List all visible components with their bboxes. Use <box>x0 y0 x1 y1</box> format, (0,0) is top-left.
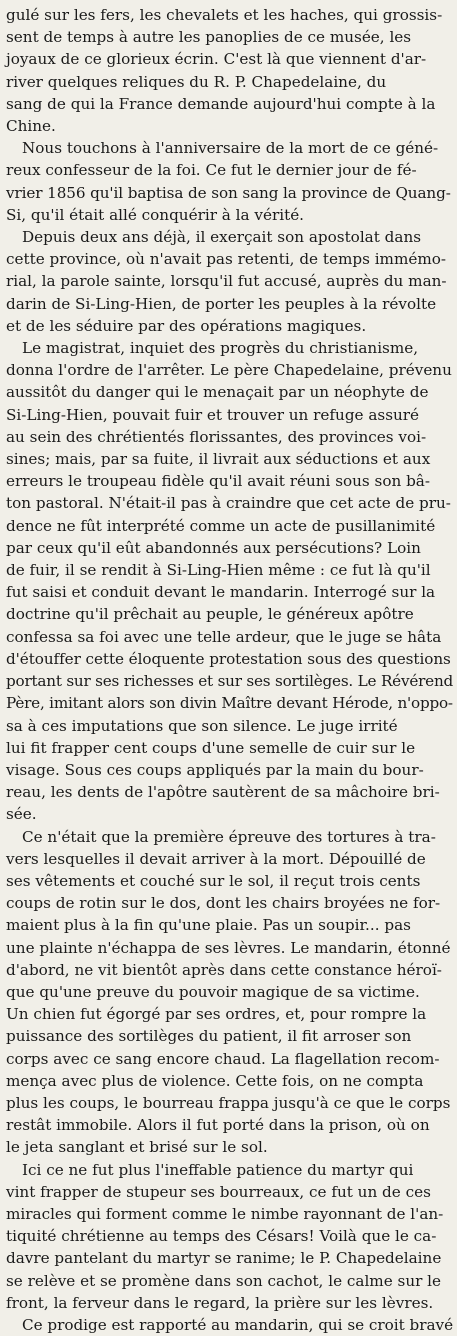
text-line: ton pastoral. N'était-il pas à craindre que cet acte de pru- <box>6 494 451 513</box>
text-line: maient plus à la fin qu'une plaie. Pas un soupir... pas <box>6 916 411 935</box>
text-line: se relève et se promène dans son cachot, le calme sur le <box>6 1271 442 1290</box>
text-line: coups de rotin sur le dos, dont les chairs broyées ne for- <box>6 894 441 913</box>
text-line: rial, la parole sainte, lorsqu'il fut accusé, auprès du man- <box>6 272 447 291</box>
text-line: corps avec ce sang encore chaud. La flagellation recom- <box>6 1049 440 1068</box>
text-line: Ce n'était que la première épreuve des tortures à tra- <box>22 827 436 846</box>
text-line: ses vêtements et couché sur le sol, il reçut trois cents <box>6 871 421 890</box>
text-line: vers lesquelles il devait arriver à la mort. Dépouillé de <box>6 849 426 868</box>
text-line: sée. <box>6 805 37 824</box>
text-line: Le magistrat, inquiet des progrès du christianisme, <box>22 339 419 358</box>
text-line: Père, imitant alors son divin Maître devant Hérode, n'oppo- <box>6 694 453 713</box>
paragraph-6 <box>6 1159 453 1314</box>
text-line: Si, qu'il était allé conquérir à la vérité. <box>6 205 305 224</box>
text-line: miracles qui forment comme le nimbe rayonnant de l'an- <box>6 1204 444 1223</box>
text-line: vint frapper de stupeur ses bourreaux, ce fut un de ces <box>6 1182 431 1201</box>
text-line: aussitôt du danger qui le menaçait par un néophyte de <box>6 383 429 402</box>
text-line: Depuis deux ans déjà, il exerçait son apostolat dans <box>22 228 422 247</box>
text-line: gulé sur les fers, les chevalets et les haches, qui grossis- <box>6 6 443 24</box>
text-line: sa à ces imputations que son silence. Le juge irrité <box>6 716 398 735</box>
text-line: donna l'ordre de l'arrêter. Le père Chapedelaine, prévenu <box>6 361 452 380</box>
text-line: confessa sa foi avec une telle ardeur, que le juge se hâta <box>6 627 442 646</box>
text-line: sent de temps à autre les panoplies de ce musée, les <box>6 28 412 47</box>
text-line: Un chien fut égorgé par ses ordres, et, pour rompre la <box>6 1005 427 1024</box>
text-line: davre pantelant du martyr se ranime; le P. Chapedelaine <box>6 1249 442 1268</box>
text-line: puissance des sortilèges du patient, il fit arroser son <box>6 1027 412 1046</box>
text-line: restât immobile. Alors il fut porté dans la prison, où on <box>6 1116 430 1135</box>
text-line: darin de Si-Ling-Hien, de porter les peuples à la révolte <box>6 294 437 313</box>
text-line: que qu'une preuve du pouvoir magique de sa victime. <box>6 982 420 1001</box>
text-line: d'étouffer cette éloquente protestation sous des questions <box>6 649 451 668</box>
text-line: une plainte n'échappa de ses lèvres. Le mandarin, étonné <box>6 938 451 957</box>
text-line: dence ne fût interprété comme un acte de pusillanimité <box>6 516 436 535</box>
text-line: erreurs le troupeau fidèle qu'il avait réuni sous son bâ- <box>6 472 430 491</box>
text-line: Nous touchons à l'anniversaire de la mort de ce géné- <box>22 139 439 158</box>
paragraph-7 <box>6 1314 453 1336</box>
text-line: Ici ce ne fut plus l'ineffable patience du martyr qui <box>22 1160 414 1179</box>
text-line: visage. Sous ces coups appliqués par la main du bour- <box>6 760 424 779</box>
text-line: par ceux qu'il eût abandonnés aux persécutions? Loin <box>6 538 421 557</box>
text-line: sang de qui la France demande aujourd'hui compte à la <box>6 94 436 113</box>
text-line: front, la ferveur dans le regard, la prière sur les lèvres. <box>6 1293 434 1312</box>
text-line: joyaux de ce glorieux écrin. C'est là que viennent d'ar- <box>6 50 427 69</box>
text-line: de fuir, il se rendit à Si-Ling-Hien même : ce fut là qu'il <box>6 561 431 580</box>
paragraph-4 <box>6 337 453 825</box>
text-line: tiquité chrétienne au temps des Césars! Voilà que le ca- <box>6 1227 437 1246</box>
text-line: sines; mais, par sa fuite, il livrait aux séductions et aux <box>6 450 431 469</box>
paragraph-1 <box>6 4 453 137</box>
text-line: d'abord, ne vit bientôt après dans cette constance héroï- <box>6 960 442 979</box>
text-line: et de les séduire par des opérations magiques. <box>6 316 367 335</box>
text-line: mença avec plus de violence. Cette fois, on ne compta <box>6 1071 424 1090</box>
text-line: vrier 1856 qu'il baptisa de son sang la province de Quang- <box>6 183 451 202</box>
text-line: fut saisi et conduit devant le mandarin. Interrogé sur la <box>6 583 436 602</box>
paragraph-2 <box>6 137 453 226</box>
paragraph-5 <box>6 826 453 1159</box>
text-line: cette province, où n'avait pas retenti, de temps immémo- <box>6 250 447 269</box>
text-line: Ce prodige est rapporté au mandarin, qui se croit bravé <box>22 1315 454 1334</box>
text-line: doctrine qu'il prêchait au peuple, le généreux apôtre <box>6 605 414 624</box>
text-line: reux confesseur de la foi. Ce fut le dernier jour de fé- <box>6 161 417 180</box>
text-line: au sein des chrétientés florissantes, des provinces voi- <box>6 427 427 446</box>
text-line: Chine. <box>6 117 56 136</box>
text-line: river quelques reliques du R. P. Chapedelaine, du <box>6 72 387 91</box>
paragraph-3 <box>6 226 453 337</box>
text-line: reau, les dents de l'apôtre sautèrent de sa mâchoire bri- <box>6 783 440 802</box>
text-line: le jeta sanglant et brisé sur le sol. <box>6 1138 268 1157</box>
text-line: plus les coups, le bourreau frappa jusqu'à ce que le corps <box>6 1093 451 1112</box>
text-line: lui fit frapper cent coups d'une semelle de cuir sur le <box>6 738 416 757</box>
text-line: Si-Ling-Hien, pouvait fuir et trouver un refuge assuré <box>6 405 420 424</box>
text-line: portant sur ses richesses et sur ses sortilèges. Le Révérend <box>6 672 454 691</box>
